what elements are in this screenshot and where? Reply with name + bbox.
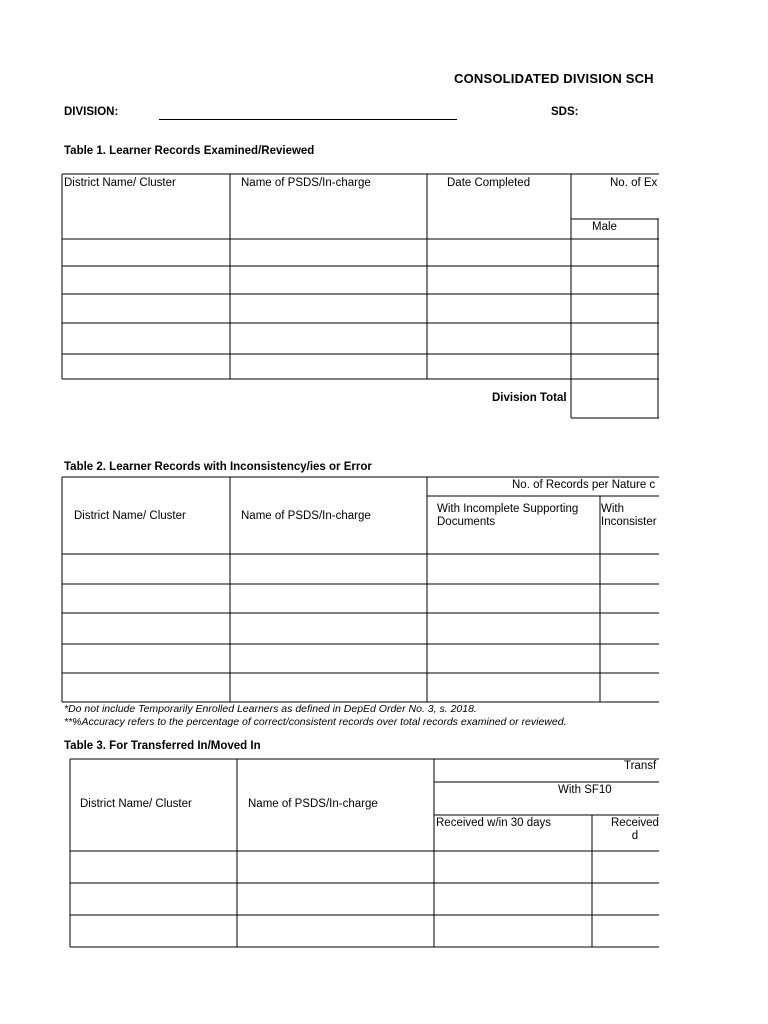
table2-header-inconsistent: With Inconsister — [601, 503, 657, 528]
table3-header-district: District Name/ Cluster — [80, 798, 192, 810]
table1-header-psds: Name of PSDS/In-charge — [241, 177, 371, 189]
table1-header-count: No. of Ex — [610, 177, 658, 189]
division-label: DIVISION: — [64, 106, 119, 118]
footnote-accuracy: **%Accuracy refers to the percentage of correct/consistent records over total records examined or reviewed. — [64, 716, 567, 728]
table3-group-header: Transf — [624, 760, 657, 772]
table3-header-psds: Name of PSDS/In-charge — [248, 798, 378, 810]
table3-header-received-30-days: Received w/in 30 days — [436, 817, 552, 829]
table1-division-total-label: Division Total — [492, 392, 567, 404]
document-title: CONSOLIDATED DIVISION SCH — [454, 71, 654, 86]
table2-header-incomplete: With Incomplete Supporting Documents — [437, 503, 579, 528]
table1-caption: Table 1. Learner Records Examined/Reviewed — [64, 145, 315, 157]
table3-header-received-other: Received d — [611, 817, 659, 842]
table3-subgroup-sf10: With SF10 — [558, 784, 612, 796]
table3-caption: Table 3. For Transferred In/Moved In — [64, 740, 261, 752]
table2-header-psds: Name of PSDS/In-charge — [241, 510, 371, 522]
table2-group-header: No. of Records per Nature c — [512, 479, 656, 491]
footnote-temporarily-enrolled: *Do not include Temporarily Enrolled Learners as defined in DepEd Order No. 3, s. 2018. — [64, 703, 477, 715]
table1-subheader-male: Male — [592, 221, 617, 233]
sds-label: SDS: — [551, 106, 579, 118]
table2-header-district: District Name/ Cluster — [74, 510, 186, 522]
table2-caption: Table 2. Learner Records with Inconsistency/ies or Error — [64, 461, 372, 473]
table1-header-date: Date Completed — [447, 177, 531, 189]
table1-header-district: District Name/ Cluster — [64, 177, 176, 189]
